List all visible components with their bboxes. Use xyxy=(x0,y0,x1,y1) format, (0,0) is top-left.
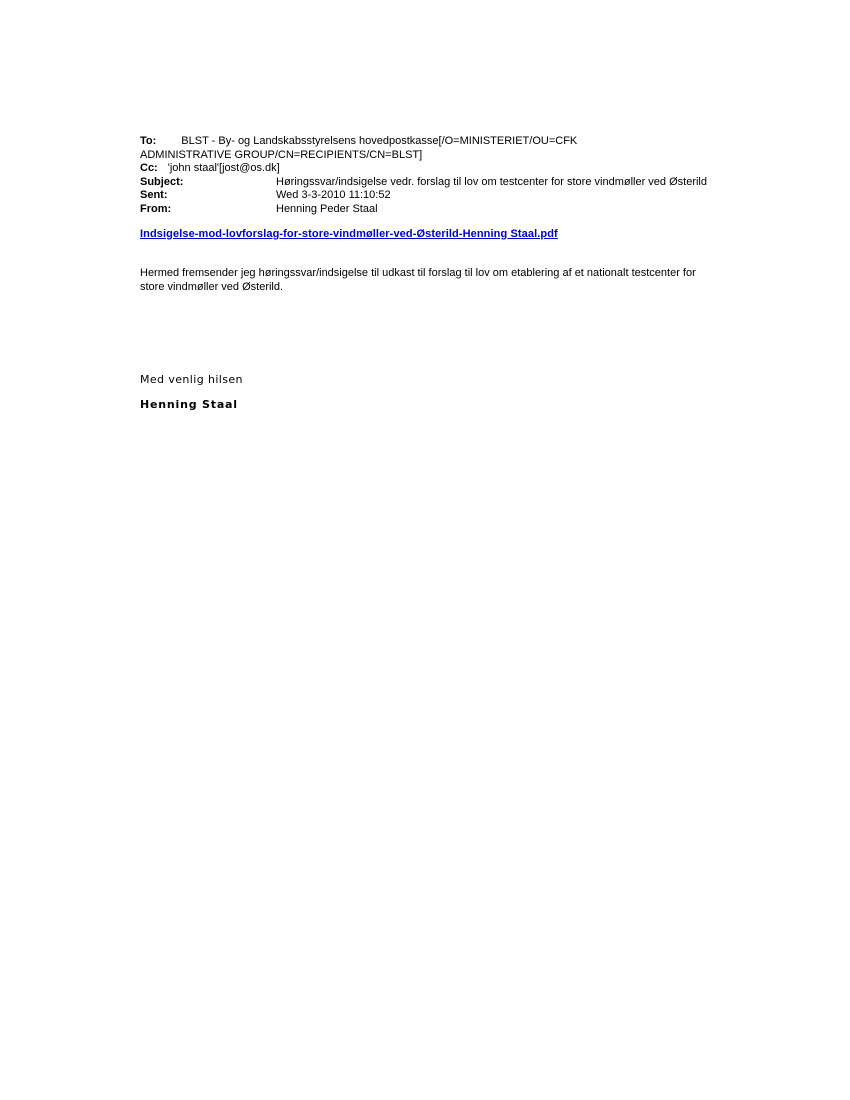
from-value: Henning Peder Staal xyxy=(276,202,378,215)
to-value-continued: ADMINISTRATIVE GROUP/CN=RECIPIENTS/CN=BLST] xyxy=(140,148,423,161)
subject-row xyxy=(140,176,720,190)
subject-value: Høringssvar/indsigelse vedr. forslag til lov om testcenter for store vindmøller ved Østerild xyxy=(276,175,707,188)
to-value: BLST - By- og Landskabsstyrelsens hovedpostkasse[/O=MINISTERIET/OU=CFK xyxy=(181,135,578,147)
attachment-link[interactable]: Indsigelse-mod-lovforslag-for-store-vindmøller-ved-Østerild-Henning Staal.pdf xyxy=(140,227,558,240)
email-document xyxy=(140,135,720,412)
from-label: From: xyxy=(140,202,172,215)
attachment-row xyxy=(140,228,720,242)
to-label: To: xyxy=(140,135,157,147)
signature-name: Henning Staal xyxy=(140,397,238,411)
sent-label: Sent: xyxy=(140,189,168,202)
sent-value: Wed 3-3-2010 11:10:52 xyxy=(276,189,391,202)
signature-closing: Med venlig hilsen xyxy=(140,373,243,387)
sent-row xyxy=(140,189,720,203)
cc-row xyxy=(140,162,720,176)
subject-label: Subject: xyxy=(140,175,184,188)
from-row xyxy=(140,203,720,217)
cc-value: 'john staal'[jost@os.dk] xyxy=(167,162,280,175)
cc-label: Cc: xyxy=(140,162,158,175)
email-body: Hermed fremsender jeg høringssvar/indsigelse til udkast til forslag til lov om etablering af et nationalt testcenter for store vindmøller ved Østerild. xyxy=(140,267,696,293)
to-row xyxy=(140,135,720,149)
